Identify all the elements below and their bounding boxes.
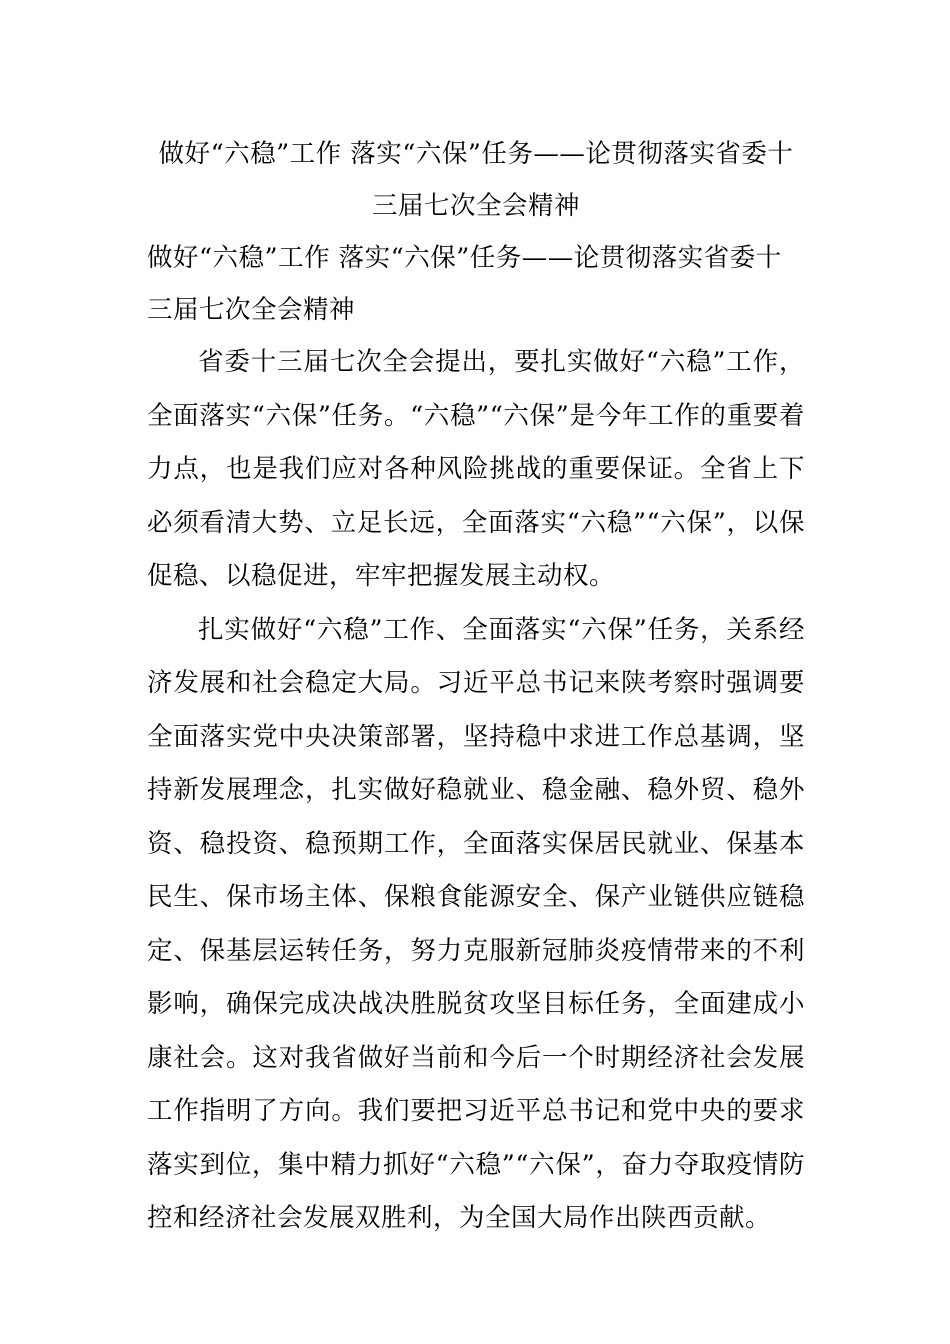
document-subtitle: 做好“六稳”工作 落实“六保”任务——论贯彻落实省委十三届七次全会精神 — [147, 243, 782, 325]
document-page — [147, 128, 805, 1246]
document-title: 做好“六稳”工作 落实“六保”任务——论贯彻落实省委十三届七次全会精神 — [158, 139, 794, 221]
paragraph-2: 扎实做好“六稳”工作、全面落实“六保”任务，关系经济发展和社会稳定大局。习近平总书记来陕考察时强调要全面落实党中央决策部署，坚持稳中求进工作总基调，坚持新发展理念，扎实做好稳就业、稳金融、稳外贸、稳外资、稳投资、稳预期工作，全面落实保居民就业、保基本民生、保市场主体、保粮食能源安全、保产业链供应链稳定、保基层运转任务，努力克服新冠肺炎疫情带来的不利影响，确保完成决战决胜脱贫攻坚目标任务，全面建成小康社会。这对我省做好当前和今后一个时期经济社会发展工作指明了方向。我们要把习近平总书记和党中央的要求落实到位，集中精力抓好“六稳”“六保”，奋力夺取疫情防控和经济社会发展双胜利，为全国大局作出陕西贡献。 — [147, 614, 805, 1233]
paragraph-1: 省委十三届七次全会提出，要扎实做好“六稳”工作，全面落实“六保”任务。“六稳”“六保”是今年工作的重要着力点，也是我们应对各种风险挑战的重要保证。全省上下必须看清大势、立足长远，全面落实“六稳”“六保”，以保促稳、以稳促进，牢牢把握发展主动权。 — [147, 347, 805, 591]
